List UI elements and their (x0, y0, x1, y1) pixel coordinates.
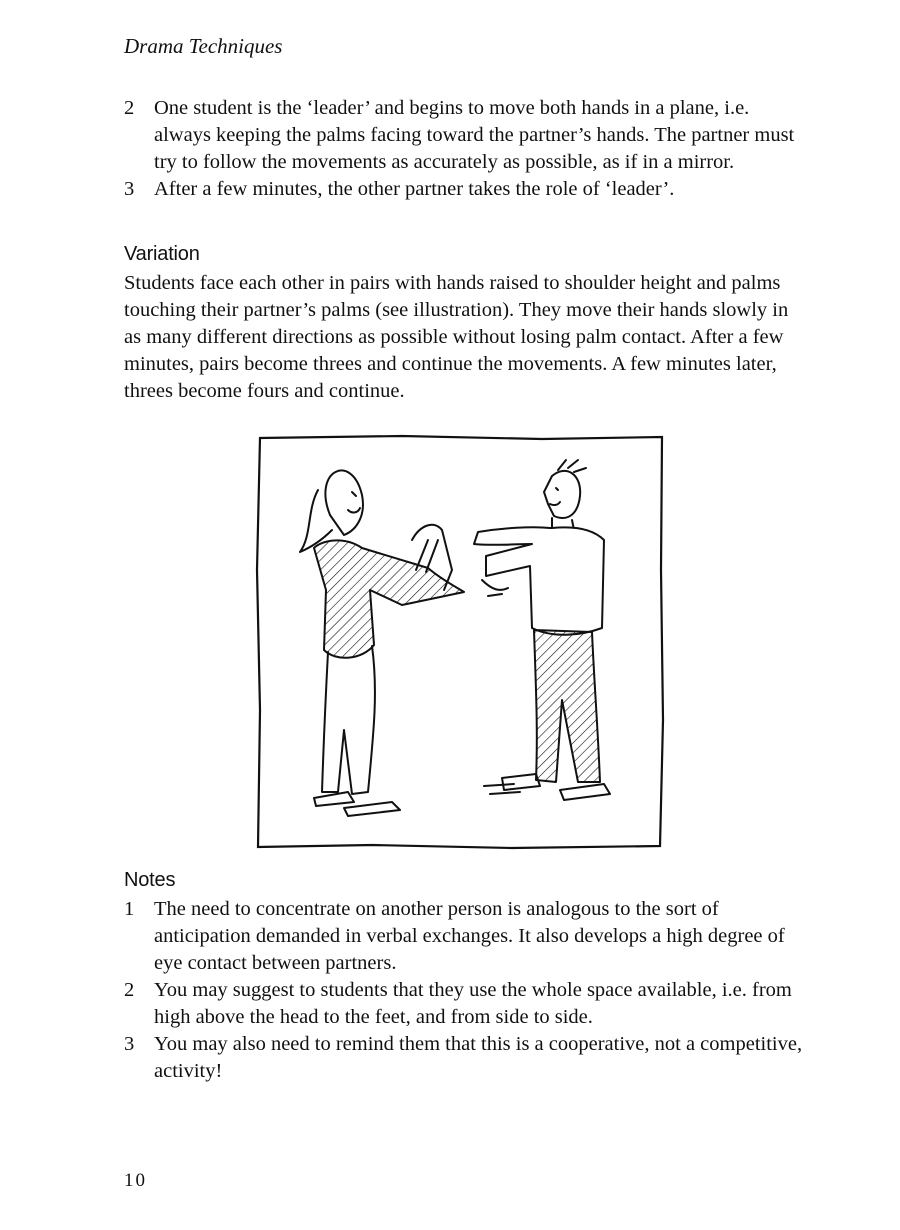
left-figure (300, 471, 464, 816)
variation-paragraph: Students face each other in pairs with hands raised to shoulder height and palms touching their partner’s palms (see illustration). They move their hands slowly in as many different directions as possible without losing palm contact. After a few minutes, pairs become threes and continue the movements. A few minutes later, threes become fours and continue. (124, 272, 789, 402)
running-head: Drama Techniques (124, 34, 283, 58)
step-text: One student is the ‘leader’ and begins to move both hands in a plane, i.e. always keeping the palms facing toward the partner’s hands. The partner must try to follow the movements as accurately as possible, as if in a mirror. (154, 97, 795, 173)
note-number: 1 (124, 898, 135, 920)
notes-heading: Notes (124, 869, 176, 891)
list-item (124, 95, 804, 176)
note-text: You may also need to remind them that this is a cooperative, not a competitive, activity! (154, 1033, 803, 1082)
step-number: 2 (124, 97, 135, 119)
step-text: After a few minutes, the other partner takes the role of ‘leader’. (154, 178, 675, 200)
list-item (124, 896, 804, 977)
notes-list (124, 896, 804, 1085)
note-number: 3 (124, 1033, 135, 1055)
right-figure (474, 460, 610, 800)
illustration-frame (257, 436, 663, 848)
steps-list (124, 95, 804, 203)
note-text: The need to concentrate on another person is analogous to the sort of anticipation demanded in verbal exchanges. It also develops a high degree of eye contact between partners. (154, 898, 785, 974)
list-item (124, 1031, 804, 1085)
step-number: 3 (124, 178, 135, 200)
note-text: You may suggest to students that they use the whole space available, i.e. from high above the head to the feet, and from side to side. (154, 979, 792, 1028)
mirror-exercise-illustration (252, 430, 672, 855)
page-number: 10 (124, 1170, 147, 1191)
note-number: 2 (124, 979, 135, 1001)
list-item (124, 176, 804, 203)
variation-heading: Variation (124, 243, 200, 265)
list-item (124, 977, 804, 1031)
